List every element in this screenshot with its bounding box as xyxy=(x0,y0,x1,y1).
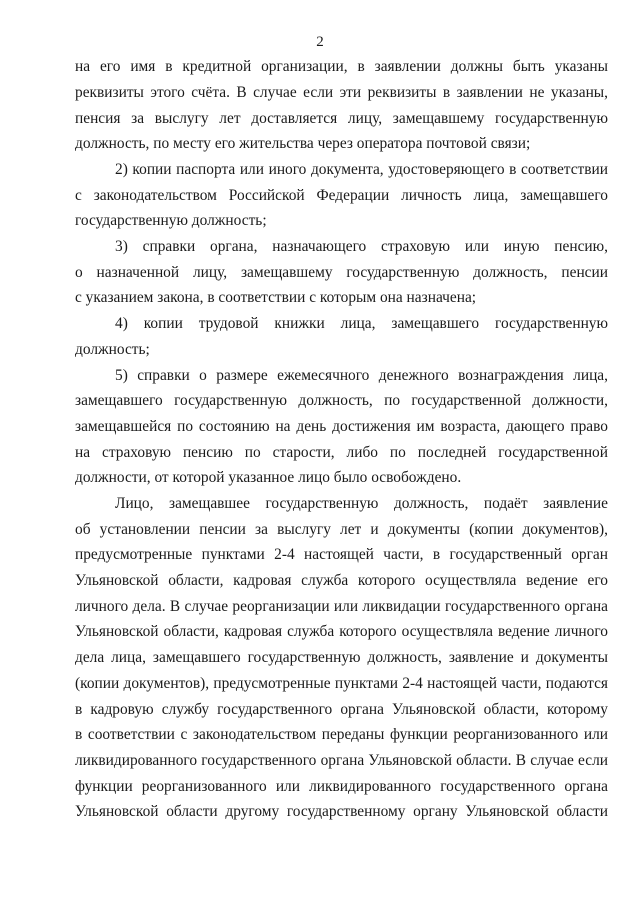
text-line: 5) справки о размере ежемесячного денежного вознаграждения лица, xyxy=(115,367,608,384)
text-line: 3) справки органа, назначающего страховую или иную пенсию, xyxy=(115,238,608,255)
text-line: замещавшейся по состоянию на день достижения им возраста, дающего право xyxy=(75,418,608,435)
text-line: должность, по месту его жительства через оператора почтовой связи; xyxy=(75,135,531,152)
text-line: на страховую пенсию по старости, либо по последней государственной xyxy=(75,444,608,461)
text-line: в соответствии с законодательством переданы функции реорганизованного или xyxy=(75,726,608,743)
text-line: функции реорганизованного или ликвидированного государственного органа xyxy=(75,778,608,795)
text-line: с законодательством Российской Федерации личность лица, замещавшего xyxy=(75,187,608,204)
text-line: о назначенной лицу, замещавшему государственную должность, пенсии xyxy=(75,264,608,281)
text-line: реквизиты этого счёта. В случае если эти реквизиты в заявлении не указаны, xyxy=(75,84,608,101)
text-line: ликвидированного государственного органа Ульяновской области. В случае если xyxy=(75,752,608,769)
text-line: личного дела. В случае реорганизации или ликвидации государственного органа xyxy=(75,598,608,615)
text-line: 4) копии трудовой книжки лица, замещавшего государственную xyxy=(115,315,608,332)
text-line: Ульяновской области, кадровая служба которого осуществляла ведение личного xyxy=(75,623,608,640)
text-line: предусмотренные пунктами 2-4 настоящей части, в государственный орган xyxy=(75,546,608,563)
text-line: с указанием закона, в соответствии с которым она назначена; xyxy=(75,289,477,306)
text-line: 2) копии паспорта или иного документа, удостоверяющего в соответствии xyxy=(115,161,608,178)
text-line: должности, от которой указанное лицо было освобождено. xyxy=(75,469,462,486)
text-line: в кадровую службу государственного органа Ульяновской области, которому xyxy=(75,701,608,718)
text-line: государственную должность; xyxy=(75,212,267,229)
text-line: Ульяновской области, кадровая служба которого осуществляла ведение его xyxy=(75,572,608,589)
text-line: Ульяновской области другому государственному органу Ульяновской области xyxy=(75,803,608,820)
text-line: об установлении пенсии за выслугу лет и документы (копии документов), xyxy=(75,521,608,538)
text-line: дела лица, замещавшего государственную должность, заявление и документы xyxy=(75,649,608,666)
page-number: 2 xyxy=(316,34,324,50)
text-line: замещавшего государственную должность, по государственной должности, xyxy=(75,392,608,409)
text-line: Лицо, замещавшее государственную должность, подаёт заявление xyxy=(115,495,608,512)
text-line: на его имя в кредитной организации, в заявлении должны быть указаны xyxy=(75,58,608,75)
text-line: должность; xyxy=(75,341,150,358)
text-line: (копии документов), предусмотренные пунктами 2-4 настоящей части, подаются xyxy=(75,675,608,692)
text-line: пенсия за выслугу лет доставляется лицу, замещавшему государственную xyxy=(75,110,608,127)
